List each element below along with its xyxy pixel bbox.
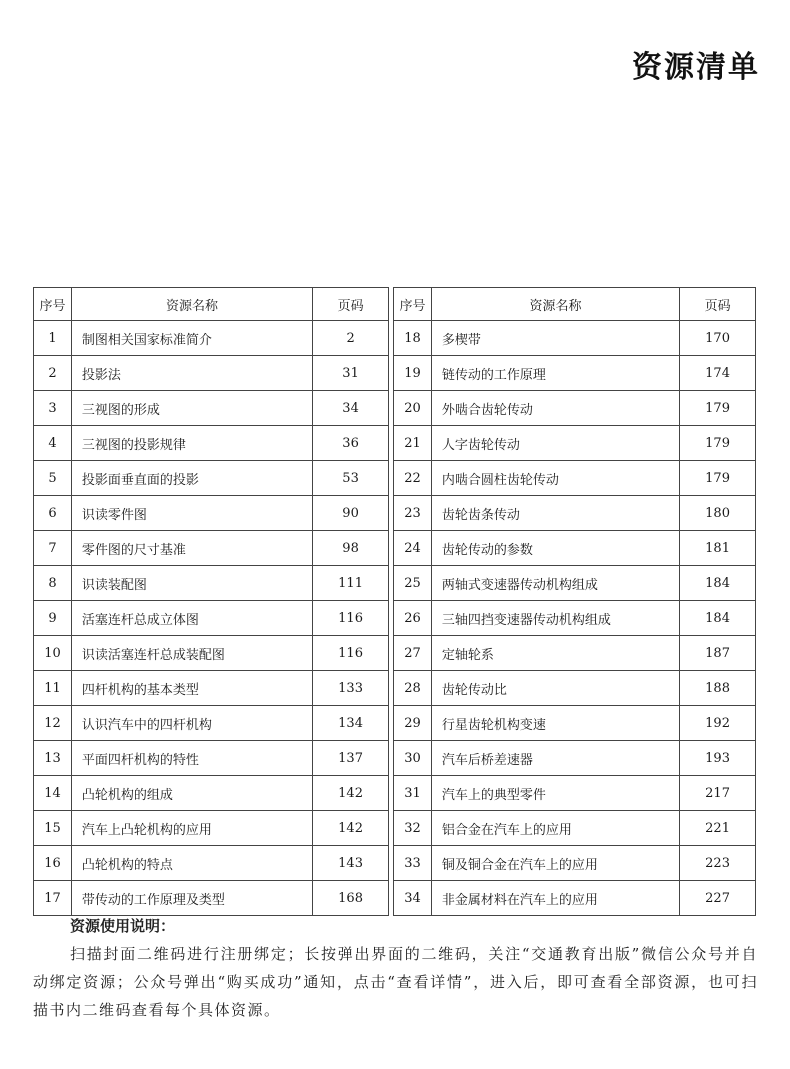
resource-name: 汽车后桥差速器 <box>431 741 679 776</box>
table-header-row <box>394 288 756 321</box>
table-row <box>394 426 756 461</box>
header-num: 序号 <box>34 288 72 321</box>
page-number: 111 <box>313 566 389 601</box>
page-number: 221 <box>680 811 756 846</box>
page-number: 170 <box>680 321 756 356</box>
resource-name: 三视图的投影规律 <box>71 426 312 461</box>
page-number: 133 <box>313 671 389 706</box>
row-number: 12 <box>34 706 72 741</box>
table-row <box>34 671 389 706</box>
resource-name: 定轴轮系 <box>431 636 679 671</box>
row-number: 33 <box>394 846 432 881</box>
table-row <box>34 741 389 776</box>
row-number: 9 <box>34 601 72 636</box>
resource-name: 识读装配图 <box>71 566 312 601</box>
page-number: 134 <box>313 706 389 741</box>
page-number: 143 <box>313 846 389 881</box>
page-number: 184 <box>680 566 756 601</box>
page-number: 174 <box>680 356 756 391</box>
row-number: 31 <box>394 776 432 811</box>
resource-name: 齿轮传动的参数 <box>431 531 679 566</box>
usage-instructions <box>33 912 758 1024</box>
row-number: 20 <box>394 391 432 426</box>
row-number: 24 <box>394 531 432 566</box>
resource-table-left-body <box>34 321 389 916</box>
page-number: 179 <box>680 391 756 426</box>
row-number: 16 <box>34 846 72 881</box>
resource-name: 齿轮传动比 <box>431 671 679 706</box>
resource-name: 汽车上凸轮机构的应用 <box>71 811 312 846</box>
page-title: 资源清单 <box>632 50 760 85</box>
page-number: 217 <box>680 776 756 811</box>
resource-name: 平面四杆机构的特性 <box>71 741 312 776</box>
table-row <box>34 601 389 636</box>
resource-name: 四杆机构的基本类型 <box>71 671 312 706</box>
table-row <box>34 461 389 496</box>
table-row <box>394 811 756 846</box>
table-row <box>34 321 389 356</box>
table-row <box>394 531 756 566</box>
page-number: 116 <box>313 601 389 636</box>
row-number: 17 <box>34 881 72 916</box>
resource-name: 识读零件图 <box>71 496 312 531</box>
row-number: 15 <box>34 811 72 846</box>
table-row <box>394 321 756 356</box>
row-number: 4 <box>34 426 72 461</box>
row-number: 29 <box>394 706 432 741</box>
header-num: 序号 <box>394 288 432 321</box>
table-row <box>394 846 756 881</box>
table-row <box>34 811 389 846</box>
page-number: 184 <box>680 601 756 636</box>
resource-table-left <box>33 287 389 916</box>
page-number: 34 <box>313 391 389 426</box>
page-number: 98 <box>313 531 389 566</box>
page-number: 142 <box>313 776 389 811</box>
page-number: 180 <box>680 496 756 531</box>
page-number: 179 <box>680 426 756 461</box>
page-number: 90 <box>313 496 389 531</box>
page-number: 188 <box>680 671 756 706</box>
table-header-row <box>34 288 389 321</box>
resource-name: 汽车上的典型零件 <box>431 776 679 811</box>
resource-name: 零件图的尺寸基准 <box>71 531 312 566</box>
page-number: 168 <box>313 881 389 916</box>
page-number: 181 <box>680 531 756 566</box>
page-number: 2 <box>313 321 389 356</box>
row-number: 21 <box>394 426 432 461</box>
table-row <box>34 846 389 881</box>
table-row <box>394 671 756 706</box>
row-number: 28 <box>394 671 432 706</box>
row-number: 8 <box>34 566 72 601</box>
row-number: 2 <box>34 356 72 391</box>
page-number: 31 <box>313 356 389 391</box>
row-number: 25 <box>394 566 432 601</box>
page-number: 142 <box>313 811 389 846</box>
resource-name: 认识汽车中的四杆机构 <box>71 706 312 741</box>
row-number: 19 <box>394 356 432 391</box>
page-number: 137 <box>313 741 389 776</box>
resource-name: 三轴四挡变速器传动机构组成 <box>431 601 679 636</box>
header-page: 页码 <box>313 288 389 321</box>
resource-name: 识读活塞连杆总成装配图 <box>71 636 312 671</box>
row-number: 1 <box>34 321 72 356</box>
resource-name: 非金属材料在汽车上的应用 <box>431 881 679 916</box>
page-number: 116 <box>313 636 389 671</box>
row-number: 5 <box>34 461 72 496</box>
resource-name: 链传动的工作原理 <box>431 356 679 391</box>
row-number: 30 <box>394 741 432 776</box>
table-row <box>394 636 756 671</box>
resource-name: 齿轮齿条传动 <box>431 496 679 531</box>
row-number: 6 <box>34 496 72 531</box>
resource-name: 人字齿轮传动 <box>431 426 679 461</box>
table-row <box>34 426 389 461</box>
resource-name: 铜及铜合金在汽车上的应用 <box>431 846 679 881</box>
page-number: 187 <box>680 636 756 671</box>
page-number: 192 <box>680 706 756 741</box>
resource-name: 两轴式变速器传动机构组成 <box>431 566 679 601</box>
usage-heading: 资源使用说明： <box>70 917 176 935</box>
row-number: 27 <box>394 636 432 671</box>
page-number: 36 <box>313 426 389 461</box>
row-number: 23 <box>394 496 432 531</box>
row-number: 10 <box>34 636 72 671</box>
row-number: 26 <box>394 601 432 636</box>
table-row <box>34 496 389 531</box>
resource-name: 行星齿轮机构变速 <box>431 706 679 741</box>
table-row <box>394 741 756 776</box>
resource-name: 凸轮机构的特点 <box>71 846 312 881</box>
page-number: 227 <box>680 881 756 916</box>
header-name: 资源名称 <box>431 288 679 321</box>
resource-name: 带传动的工作原理及类型 <box>71 881 312 916</box>
row-number: 3 <box>34 391 72 426</box>
resource-name: 制图相关国家标准简介 <box>71 321 312 356</box>
table-row <box>394 566 756 601</box>
table-row <box>394 496 756 531</box>
row-number: 13 <box>34 741 72 776</box>
table-row <box>34 391 389 426</box>
resource-name: 凸轮机构的组成 <box>71 776 312 811</box>
row-number: 18 <box>394 321 432 356</box>
resource-list-tables <box>33 287 756 906</box>
table-row <box>394 601 756 636</box>
resource-name: 多楔带 <box>431 321 679 356</box>
resource-name: 外啮合齿轮传动 <box>431 391 679 426</box>
table-row <box>394 461 756 496</box>
table-row <box>394 881 756 916</box>
row-number: 14 <box>34 776 72 811</box>
resource-name: 投影法 <box>71 356 312 391</box>
resource-table-right <box>393 287 756 916</box>
header-name: 资源名称 <box>71 288 312 321</box>
usage-body: 扫描封面二维码进行注册绑定；长按弹出界面的二维码，关注“交通教育出版”微信公众号并自动绑定资源；公众号弹出“购买成功”通知，点击“查看详情”，进入后，即可查看全部资源，也可扫描书内二维码查看每个具体资源。 <box>33 945 758 1019</box>
table-row <box>394 776 756 811</box>
header-page: 页码 <box>680 288 756 321</box>
resource-name: 活塞连杆总成立体图 <box>71 601 312 636</box>
table-row <box>394 706 756 741</box>
table-row <box>34 881 389 916</box>
row-number: 7 <box>34 531 72 566</box>
page-number: 53 <box>313 461 389 496</box>
row-number: 34 <box>394 881 432 916</box>
page-number: 193 <box>680 741 756 776</box>
resource-table-right-body <box>394 321 756 916</box>
row-number: 11 <box>34 671 72 706</box>
table-row <box>394 356 756 391</box>
table-row <box>34 566 389 601</box>
resource-name: 三视图的形成 <box>71 391 312 426</box>
resource-name: 投影面垂直面的投影 <box>71 461 312 496</box>
table-row <box>34 776 389 811</box>
page-number: 179 <box>680 461 756 496</box>
resource-name: 内啮合圆柱齿轮传动 <box>431 461 679 496</box>
table-row <box>34 531 389 566</box>
table-row <box>34 706 389 741</box>
page-number: 223 <box>680 846 756 881</box>
resource-name: 铝合金在汽车上的应用 <box>431 811 679 846</box>
table-row <box>34 636 389 671</box>
row-number: 32 <box>394 811 432 846</box>
table-row <box>34 356 389 391</box>
row-number: 22 <box>394 461 432 496</box>
table-row <box>394 391 756 426</box>
